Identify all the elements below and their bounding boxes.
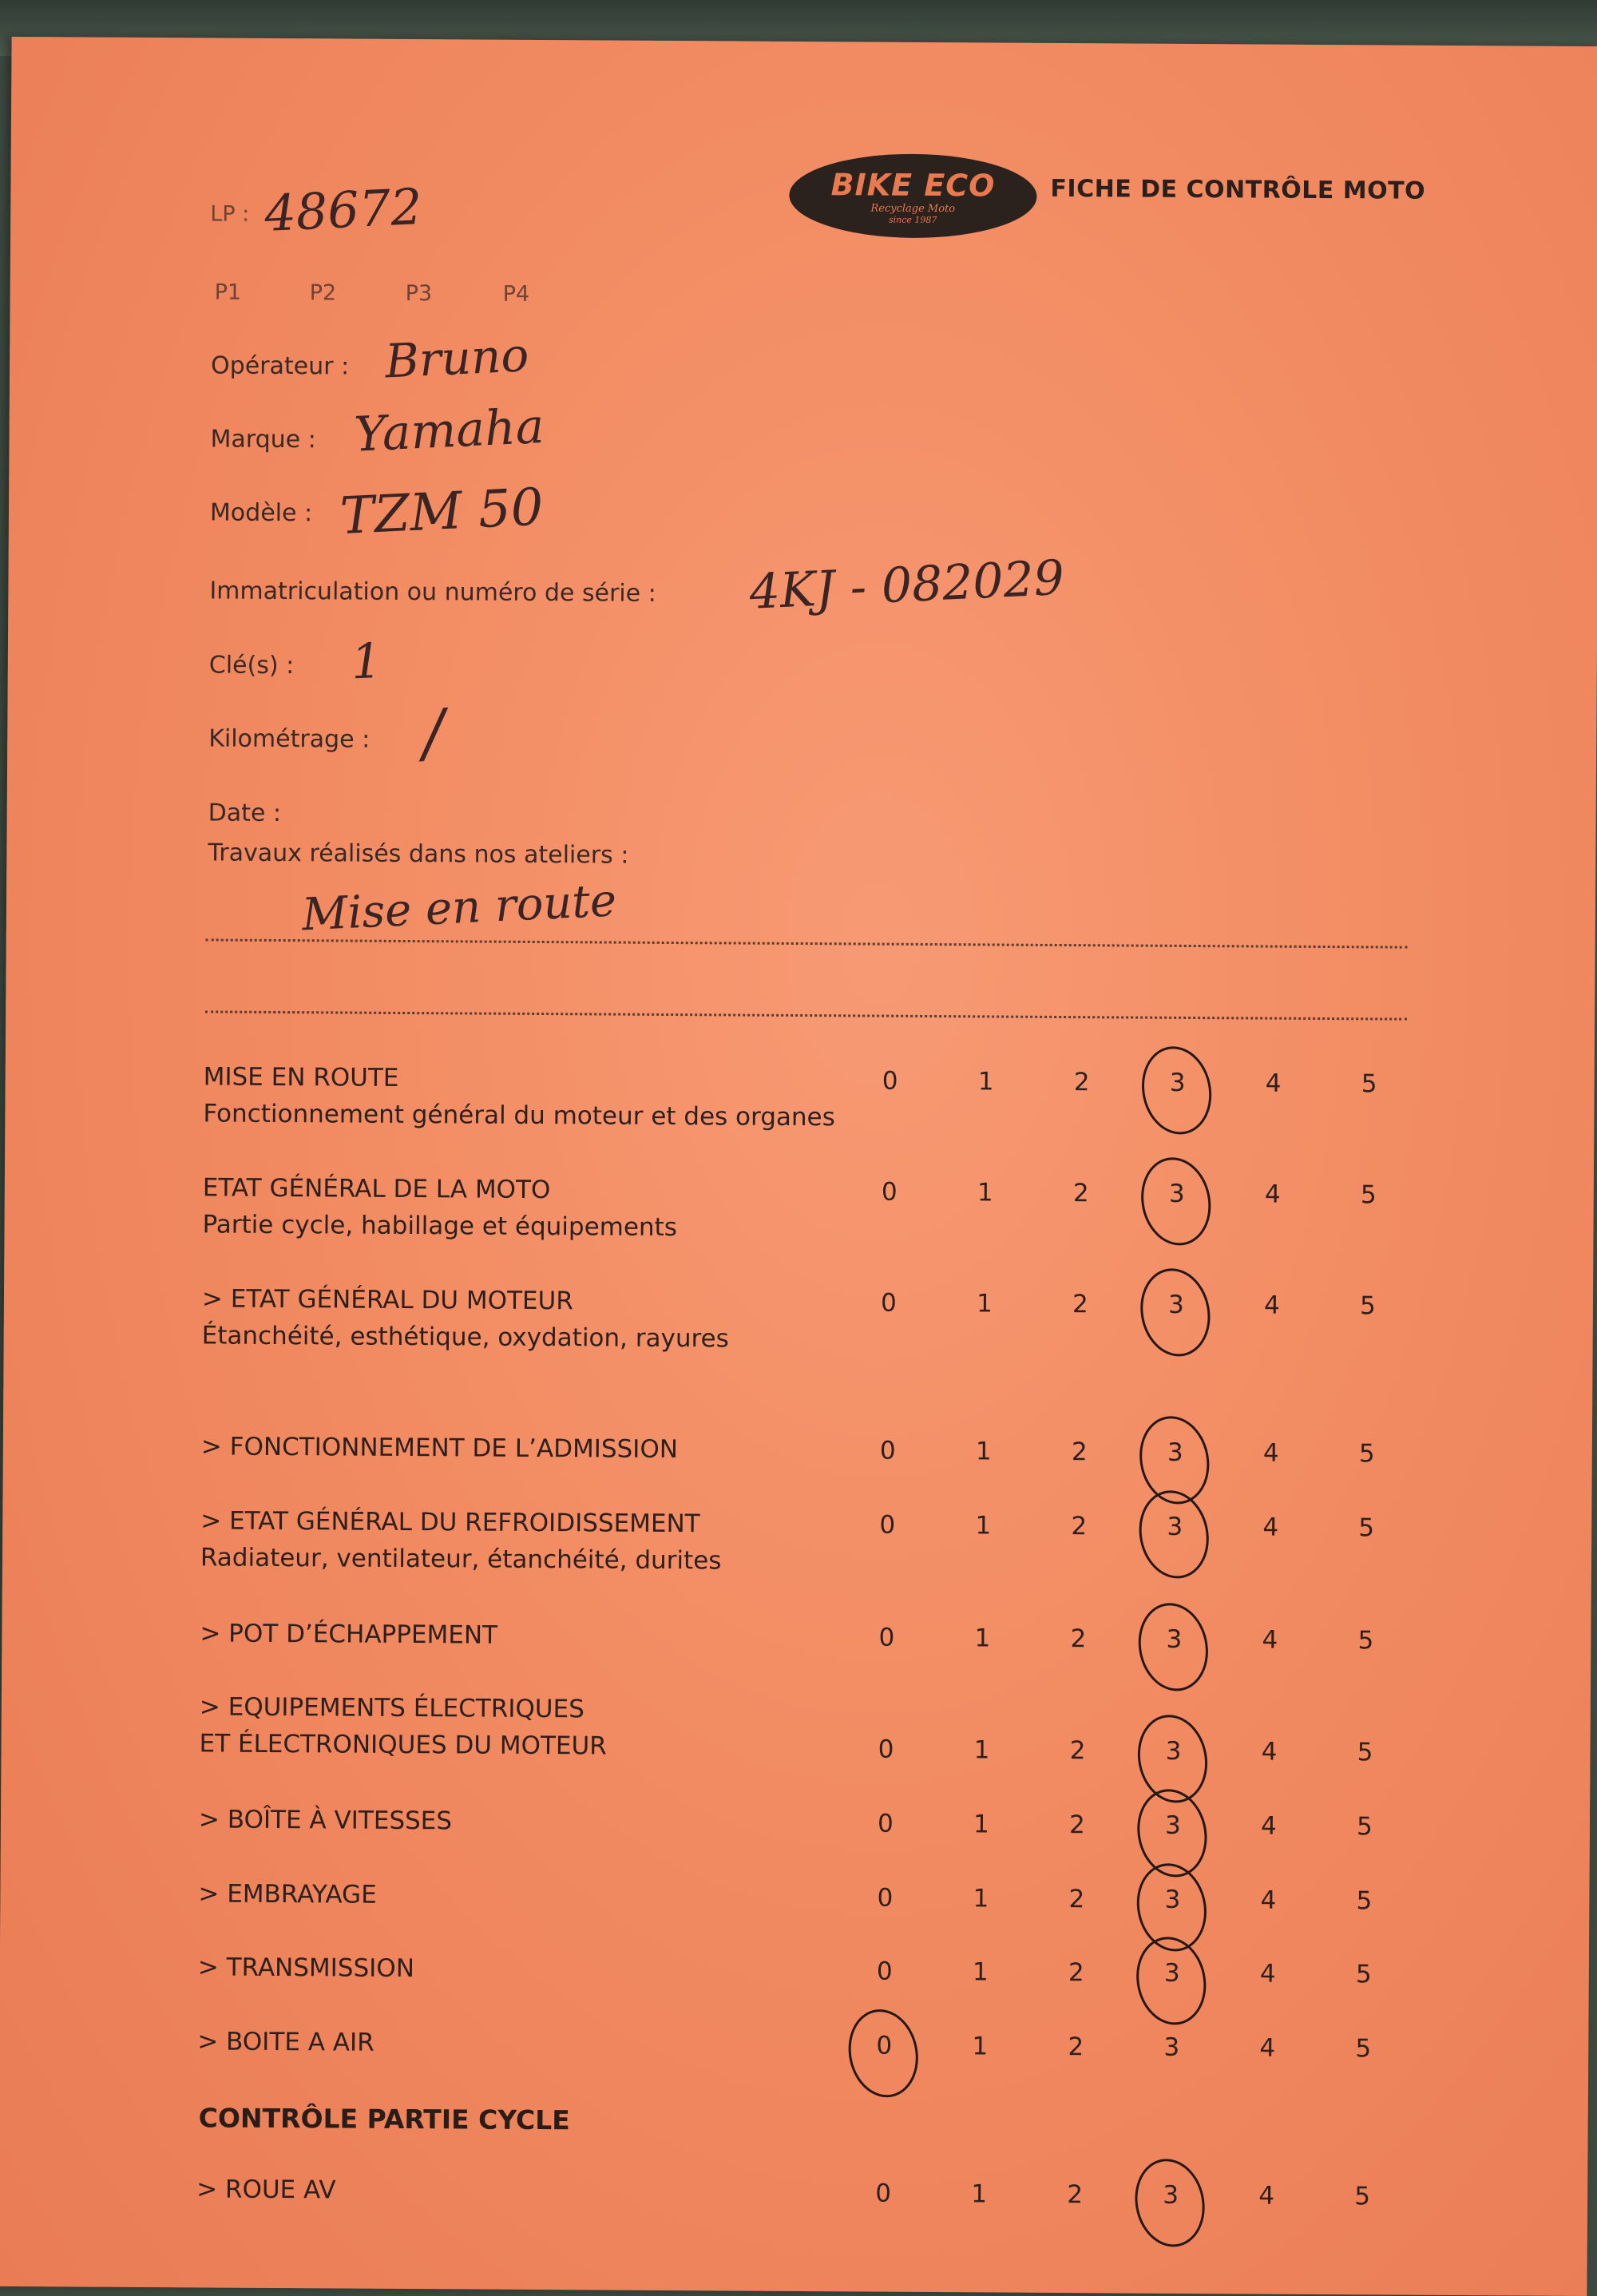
score-1[interactable]: 1 <box>973 1735 990 1765</box>
score-0[interactable]: 0 <box>876 1957 893 1986</box>
check-title: > ROUE AV <box>196 2175 336 2205</box>
check-desc: Radiateur, ventilateur, étanchéité, durites <box>200 1543 722 1576</box>
check-title: > EMBRAYAGE <box>198 1879 377 1909</box>
marque-value[interactable]: Yamaha <box>353 398 545 463</box>
score-3-selected[interactable]: 3 <box>1157 1737 1189 1766</box>
score-3-selected[interactable]: 3 <box>1157 1811 1189 1840</box>
check-title: > FONCTIONNEMENT DE L’ADMISSION <box>200 1432 679 1465</box>
score-5[interactable]: 5 <box>1358 1439 1375 1469</box>
score-0[interactable]: 0 <box>877 1883 894 1913</box>
sheet-title: FICHE DE CONTRÔLE MOTO <box>1050 174 1426 205</box>
score-5[interactable]: 5 <box>1357 1738 1373 1767</box>
score-2[interactable]: 2 <box>1071 1437 1088 1467</box>
score-1[interactable]: 1 <box>977 1178 993 1207</box>
score-0[interactable]: 0 <box>882 1066 898 1096</box>
score-2[interactable]: 2 <box>1067 2180 1084 2210</box>
score-2[interactable]: 2 <box>1068 2032 1084 2062</box>
score-3-selected[interactable]: 3 <box>1159 1513 1191 1541</box>
score-4[interactable]: 4 <box>1264 1180 1281 1209</box>
score-3-selected[interactable]: 3 <box>1155 2181 1187 2210</box>
score-4[interactable]: 4 <box>1258 2181 1275 2211</box>
logo-tagline: Recyclage Moto <box>870 202 956 215</box>
travaux-line-1 <box>206 938 1408 948</box>
check-row <box>2 1431 1592 1513</box>
check-row <box>0 1952 1589 2033</box>
check-row <box>4 1172 1594 1254</box>
immat-label: Immatriculation ou numéro de série : <box>209 577 656 608</box>
bike-eco-logo <box>789 153 1037 239</box>
score-2[interactable]: 2 <box>1072 1290 1088 1319</box>
position-p2[interactable]: P2 <box>309 280 337 306</box>
marque-label: Marque : <box>210 425 316 454</box>
score-3-selected[interactable]: 3 <box>1162 1069 1194 1097</box>
score-0[interactable]: 0 <box>875 2179 892 2208</box>
score-1[interactable]: 1 <box>973 1884 989 1913</box>
score-2[interactable]: 2 <box>1069 1736 1086 1766</box>
check-row <box>1 1804 1591 1886</box>
score-4[interactable]: 4 <box>1259 2033 1276 2063</box>
score-1[interactable]: 1 <box>974 1624 991 1653</box>
check-desc: Partie cycle, habillage et équipements <box>202 1210 678 1243</box>
score-0[interactable]: 0 <box>878 1735 894 1764</box>
score-5[interactable]: 5 <box>1361 1069 1377 1099</box>
lp-label: LP : <box>210 201 250 227</box>
logo-brand: BIKE ECO <box>830 166 996 203</box>
check-row <box>1 1691 1591 1813</box>
score-1[interactable]: 1 <box>975 1511 992 1541</box>
score-0[interactable]: 0 <box>878 1623 895 1652</box>
score-5[interactable]: 5 <box>1358 1513 1375 1543</box>
score-5[interactable]: 5 <box>1354 2182 1371 2211</box>
score-4[interactable]: 4 <box>1260 1886 1277 1915</box>
score-1[interactable]: 1 <box>971 2179 988 2209</box>
check-row <box>2 1618 1591 1699</box>
travaux-label: Travaux réalisés dans nos ateliers : <box>208 839 629 870</box>
date-label: Date : <box>208 799 282 828</box>
score-3-selected[interactable]: 3 <box>1158 1625 1190 1654</box>
score-5[interactable]: 5 <box>1355 1960 1372 1989</box>
score-2[interactable]: 2 <box>1068 1810 1085 1840</box>
score-5[interactable]: 5 <box>1355 2034 1372 2064</box>
score-5[interactable]: 5 <box>1359 1291 1376 1321</box>
score-1[interactable]: 1 <box>973 1810 989 1839</box>
check-title: > ETAT GÉNÉRAL DU REFROIDISSEMENT <box>200 1506 700 1539</box>
score-3[interactable]: 3 <box>1163 2032 1180 2062</box>
km-value[interactable]: / <box>421 695 446 771</box>
score-0[interactable]: 0 <box>881 1177 898 1207</box>
score-1[interactable]: 1 <box>976 1289 993 1319</box>
operateur-value[interactable]: Bruno <box>383 327 530 389</box>
km-label: Kilométrage : <box>208 724 371 754</box>
score-1[interactable]: 1 <box>977 1067 994 1096</box>
cles-value[interactable]: 1 <box>350 632 383 691</box>
score-1[interactable]: 1 <box>975 1437 992 1466</box>
score-0[interactable]: 0 <box>877 1809 894 1838</box>
check-title: > ETAT GÉNÉRAL DU MOTEUR <box>201 1284 573 1316</box>
check-row <box>0 1878 1589 1960</box>
check-title: > BOÎTE À VITESSES <box>198 1805 453 1836</box>
score-2[interactable]: 2 <box>1068 1958 1084 1988</box>
check-title: > EQUIPEMENTS ÉLECTRIQUES <box>199 1692 585 1724</box>
score-2[interactable]: 2 <box>1073 1068 1090 1097</box>
score-5[interactable]: 5 <box>1356 1886 1373 1916</box>
modele-label: Modèle : <box>209 498 313 528</box>
score-0[interactable]: 0 <box>879 1510 896 1540</box>
modele-value[interactable]: TZM 50 <box>339 478 545 547</box>
score-1[interactable]: 1 <box>972 1957 989 1987</box>
operateur-label: Opérateur : <box>211 351 350 381</box>
score-2[interactable]: 2 <box>1068 1885 1085 1914</box>
check-row <box>4 1283 1594 1365</box>
check-title: > BOITE A AIR <box>197 2027 374 2057</box>
score-3-selected[interactable]: 3 <box>1156 1959 1188 1988</box>
score-4[interactable]: 4 <box>1262 1513 1279 1542</box>
lp-value[interactable]: 48672 <box>263 176 424 244</box>
score-4[interactable]: 4 <box>1262 1625 1278 1655</box>
check-title: > TRANSMISSION <box>197 1953 415 1984</box>
score-0[interactable]: 0 <box>880 1288 897 1318</box>
check-title: > POT D’ÉCHAPPEMENT <box>200 1619 498 1650</box>
score-2[interactable]: 2 <box>1070 1624 1087 1654</box>
score-3-selected[interactable]: 3 <box>1159 1438 1191 1467</box>
score-3-selected[interactable]: 3 <box>1156 1886 1188 1914</box>
score-0-selected[interactable]: 0 <box>868 2032 900 2060</box>
score-3-selected[interactable]: 3 <box>1160 1291 1192 1319</box>
score-3-selected[interactable]: 3 <box>1161 1180 1193 1208</box>
check-row <box>0 2026 1588 2108</box>
position-p1[interactable]: P1 <box>214 280 242 305</box>
check-title: MISE EN ROUTE <box>203 1062 399 1092</box>
check-row <box>2 1505 1592 1587</box>
score-4[interactable]: 4 <box>1263 1291 1280 1320</box>
score-2[interactable]: 2 <box>1072 1179 1089 1208</box>
check-row <box>0 2174 1587 2255</box>
score-4[interactable]: 4 <box>1262 1438 1279 1468</box>
score-4[interactable]: 4 <box>1260 1811 1277 1841</box>
score-5[interactable]: 5 <box>1360 1180 1377 1210</box>
check-row <box>5 1061 1595 1143</box>
position-p4[interactable]: P4 <box>502 281 530 307</box>
logo-since: since 1987 <box>888 214 937 225</box>
immat-value[interactable]: 4KJ - 082029 <box>748 549 1066 621</box>
score-4[interactable]: 4 <box>1261 1737 1278 1767</box>
check-title: ETAT GÉNÉRAL DE LA MOTO <box>202 1173 551 1205</box>
check-desc: Étanchéité, esthétique, oxydation, rayures <box>201 1321 729 1354</box>
check-desc: Fonctionnement général du moteur et des organes <box>203 1099 835 1132</box>
score-0[interactable]: 0 <box>879 1436 896 1465</box>
score-4[interactable]: 4 <box>1265 1069 1282 1098</box>
score-4[interactable]: 4 <box>1259 1959 1276 1989</box>
score-1[interactable]: 1 <box>972 2032 989 2061</box>
score-2[interactable]: 2 <box>1071 1512 1088 1541</box>
section-cycle-title: CONTRÔLE PARTIE CYCLE <box>198 2102 570 2136</box>
position-p3[interactable]: P3 <box>405 280 433 307</box>
check-title-line-2: ET ÉLECTRONIQUES DU MOTEUR <box>199 1729 607 1761</box>
score-5[interactable]: 5 <box>1357 1626 1374 1656</box>
score-5[interactable]: 5 <box>1356 1812 1373 1842</box>
cles-label: Clé(s) : <box>208 651 295 680</box>
travaux-value[interactable]: Mise en route <box>300 874 618 942</box>
control-sheet <box>0 37 1597 2296</box>
travaux-line-2 <box>205 1010 1407 1020</box>
